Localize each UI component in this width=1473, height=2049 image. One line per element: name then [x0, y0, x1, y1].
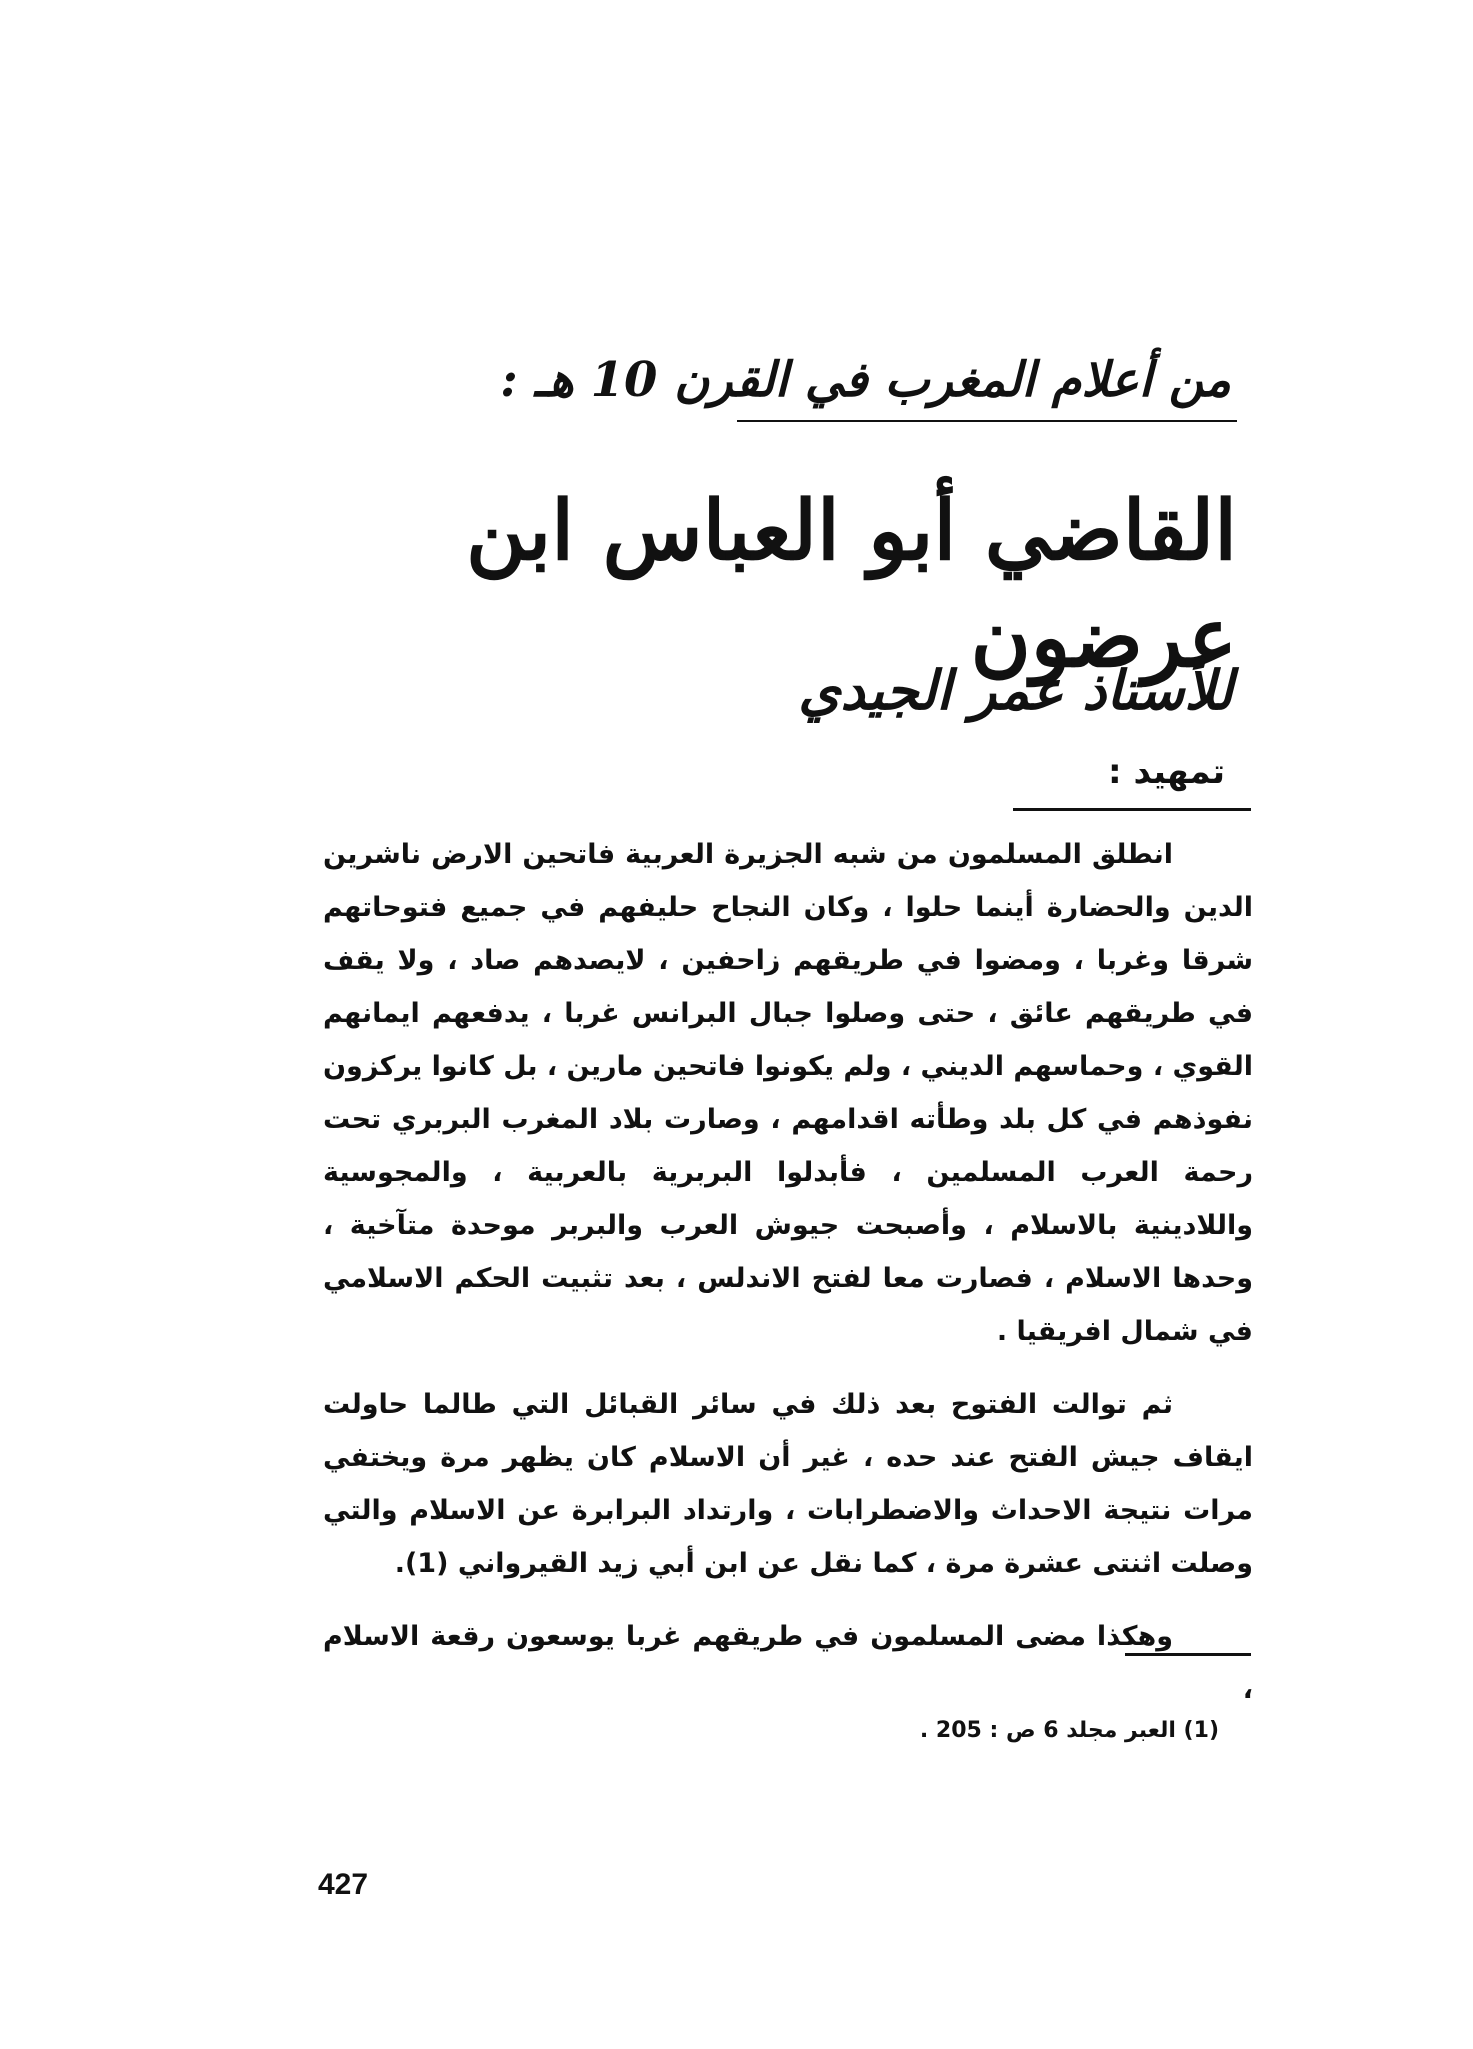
footnote-divider	[1125, 1653, 1251, 1656]
paragraph: وهكذا مضى المسلمون في طريقهم غربا يوسعون رقعة الاسلام ،	[323, 1621, 1253, 1705]
article-body	[323, 828, 1253, 1736]
article-title: القاضي أبو العباس ابن عرضون	[466, 483, 1237, 686]
section-heading: تمهيد :	[1108, 752, 1225, 792]
paragraph: ثم توالت الفتوح بعد ذلك في سائر القبائل التي طالما حاولت ايقاف جيش الفتح عند حده ، غير أن الاسلام كان يظهر مرة ويختفي مرات نتيجة الاحداث والاضطرابات ، وارتداد البرابرة عن الاسلام والتي وصلت اثنتى عشرة مرة ، كما نقل عن ابن أبي زيد القيرواني (1).	[323, 1389, 1253, 1579]
series-heading: من أعلام المغرب في القرن 10 هـ :	[500, 352, 1231, 408]
page-number: 427	[318, 1868, 369, 1901]
section-underline	[1013, 808, 1251, 811]
author-byline: للأستاذ عمر الجيدي	[798, 658, 1233, 722]
paragraph: انطلق المسلمون من شبه الجزيرة العربية فاتحين الارض ناشرين الدين والحضارة أينما حلوا ، وكان النجاح حليفهم في جميع فتوحاتهم شرقا وغربا ، ومضوا في طريقهم زاحفين ، لايصدهم صاد ، ولا يقف في طريقهم عائق ، حتى وصلوا جبال البرانس غربا ، يدفعهم ايمانهم القوي ، وحماسهم الديني ، ولم يكونوا فاتحين مارين ، بل كانوا يركزون نفوذهم في كل بلد وطأته اقدامهم ، وصارت بلاد المغرب البربري تحت رحمة العرب المسلمين ، فأبدلوا البربرية بالعربية ، والمجوسية واللادينية بالاسلام ، وأصبحت جيوش العرب والبربر موحدة متآخية ، وحدها الاسلام ، فصارت معا لفتح الاندلس ، بعد تثبيت الحكم الاسلامي في شمال افريقيا .	[323, 839, 1253, 1347]
footnote: (1) العبر مجلد 6 ص : 205 .	[919, 1718, 1219, 1743]
series-underline	[737, 420, 1237, 422]
